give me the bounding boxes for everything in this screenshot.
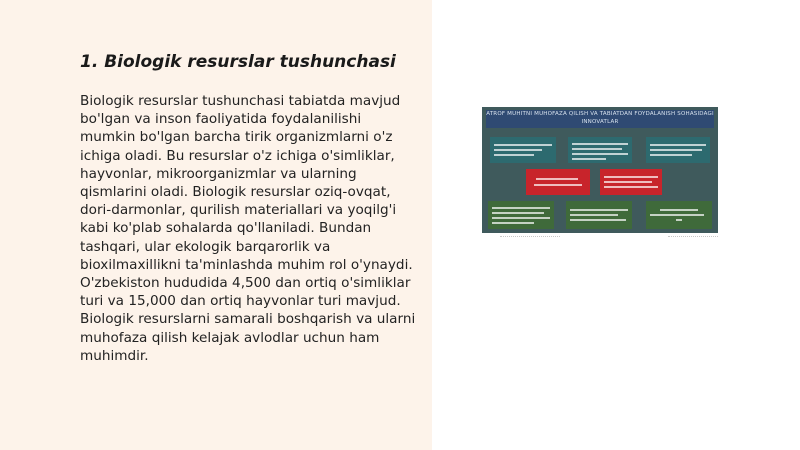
diagram-caption-right bbox=[668, 236, 718, 240]
diagram-box bbox=[646, 137, 710, 163]
slide-title: 1. Biologik resurslar tushunchasi bbox=[80, 52, 396, 72]
diagram-box bbox=[600, 169, 662, 195]
diagram-box bbox=[566, 201, 632, 229]
diagram-image bbox=[482, 107, 718, 233]
diagram-header: ATROF MUHITNI MUHOFAZA QILISH VA TABIATDAN FOYDALANISH SOHASIDAGI INNOVATLAR bbox=[486, 110, 714, 128]
diagram-box bbox=[488, 201, 554, 229]
diagram-box bbox=[526, 169, 590, 195]
diagram-caption-left bbox=[500, 236, 560, 240]
slide-body-text: Biologik resurslar tushunchasi tabiatda mavjud bo'lgan va inson faoliyatida foydalanilishi mumkin bo'lgan barcha tirik organizmlarni o'z ichiga oladi. Bu resurslar o'z ichiga o'simliklar, hayvonlar, mikroorganizmlar va ularning qismlarini oladi. Biologik resurslar oziq-ovqat, dori-darmonlar, qurilish materiallari va yoqilg'i kabi ko'plab sohalarda qo'llaniladi. Bundan tashqari, ular ekologik barqarorlik va bioxilmaxillikni ta'minlashda muhim rol o'ynaydi. O'zbekiston hududida 4,500 dan ortiq o'simliklar turi va 15,000 dan ortiq hayvonlar turi mavjud. Biologik resurslarni samarali boshqarish va ularni muhofaza qilish kelajak avlodlar uchun ham muhimdir. bbox=[80, 93, 416, 364]
diagram-box bbox=[568, 137, 632, 163]
diagram-box bbox=[490, 137, 556, 163]
diagram-box bbox=[646, 201, 712, 229]
